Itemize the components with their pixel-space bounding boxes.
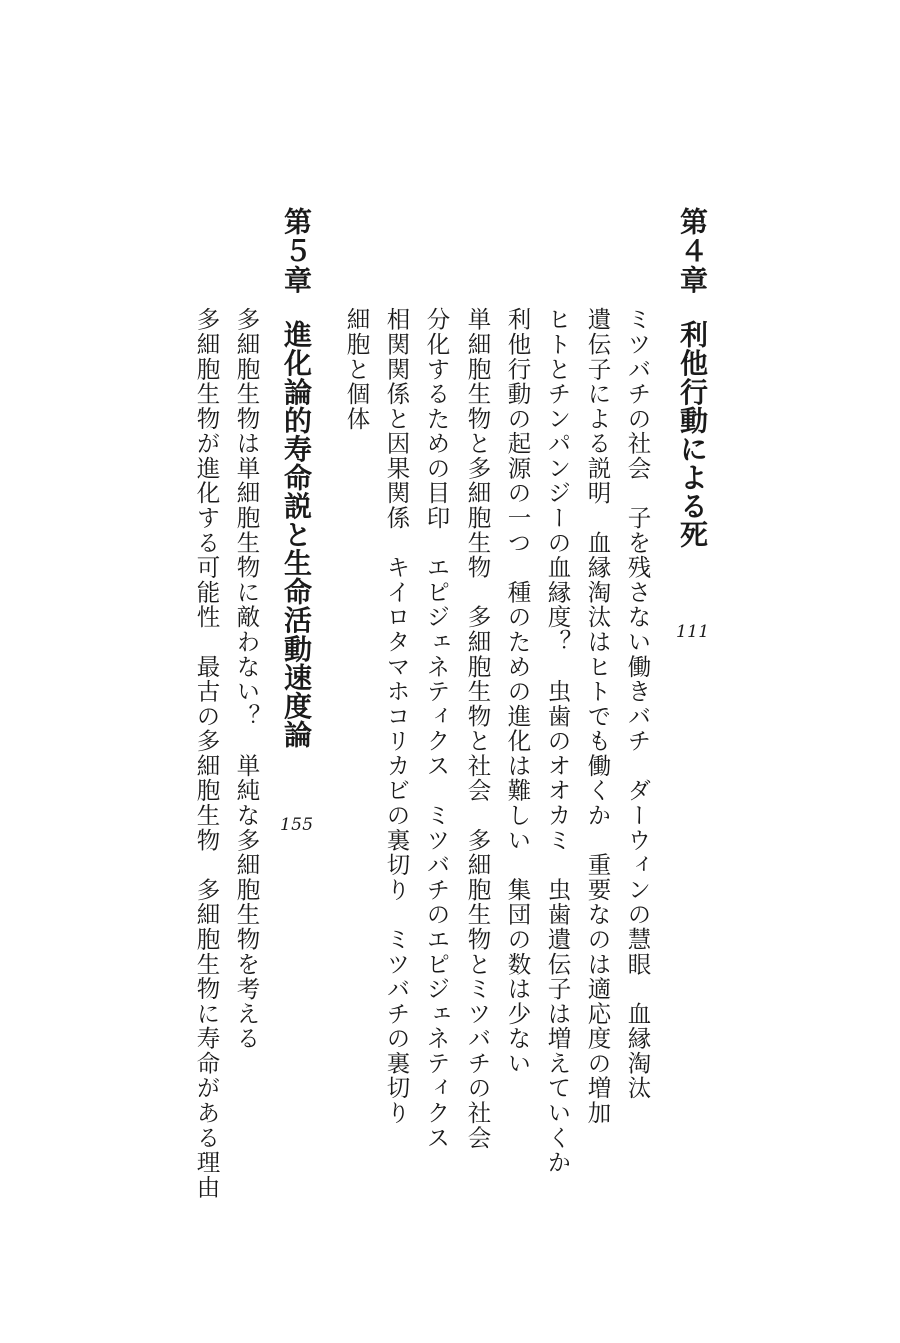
chapter-5-title: 進化論的寿命説と生命活動速度論 (280, 320, 313, 749)
chapter-4-entry-3: ヒトとチンパンジーの血縁度？ 虫歯のオオカミ 虫歯遺伝子は増えていくか (543, 307, 572, 1175)
chapter-5-page-number: 155 (280, 815, 314, 835)
chapter-4-entry-5: 単細胞生物と多細胞生物 多細胞生物と社会 多細胞生物とミツバチの社会 (463, 307, 492, 1150)
chapter-5-entry-2: 多細胞生物が進化する可能性 最古の多細胞生物 多細胞生物に寿命がある理由 (192, 307, 221, 1200)
chapter-4-page-number: 111 (676, 622, 710, 642)
chapter-5-label: 第５章 (280, 207, 313, 295)
chapter-4-entry-1: ミツバチの社会 子を残さない働きバチ ダーウィンの慧眼 血縁淘汰 (623, 307, 652, 1101)
chapter-4-entry-6: 分化するための目印 エピジェネティクス ミツバチのエピジェネティクス (422, 307, 451, 1150)
chapter-4-entry-4: 利他行動の起源の一つ 種のための進化は難しい 集団の数は少ない (503, 307, 532, 1076)
chapter-4-entry-2: 遺伝子による説明 血縁淘汰はヒトでも働くか 重要なのは適応度の増加 (583, 307, 612, 1126)
chapter-4-title: 利他行動による死 (676, 320, 709, 549)
chapter-4-entry-8: 細胞と個体 (342, 307, 371, 431)
chapter-4-label: 第４章 (676, 207, 709, 295)
chapter-4-entry-7: 相関関係と因果関係 キイロタマホコリカビの裏切り ミツバチの裏切り (382, 307, 411, 1126)
chapter-5-entry-1: 多細胞生物は単細胞生物に敵わない？ 単純な多細胞生物を考える (232, 307, 261, 1051)
